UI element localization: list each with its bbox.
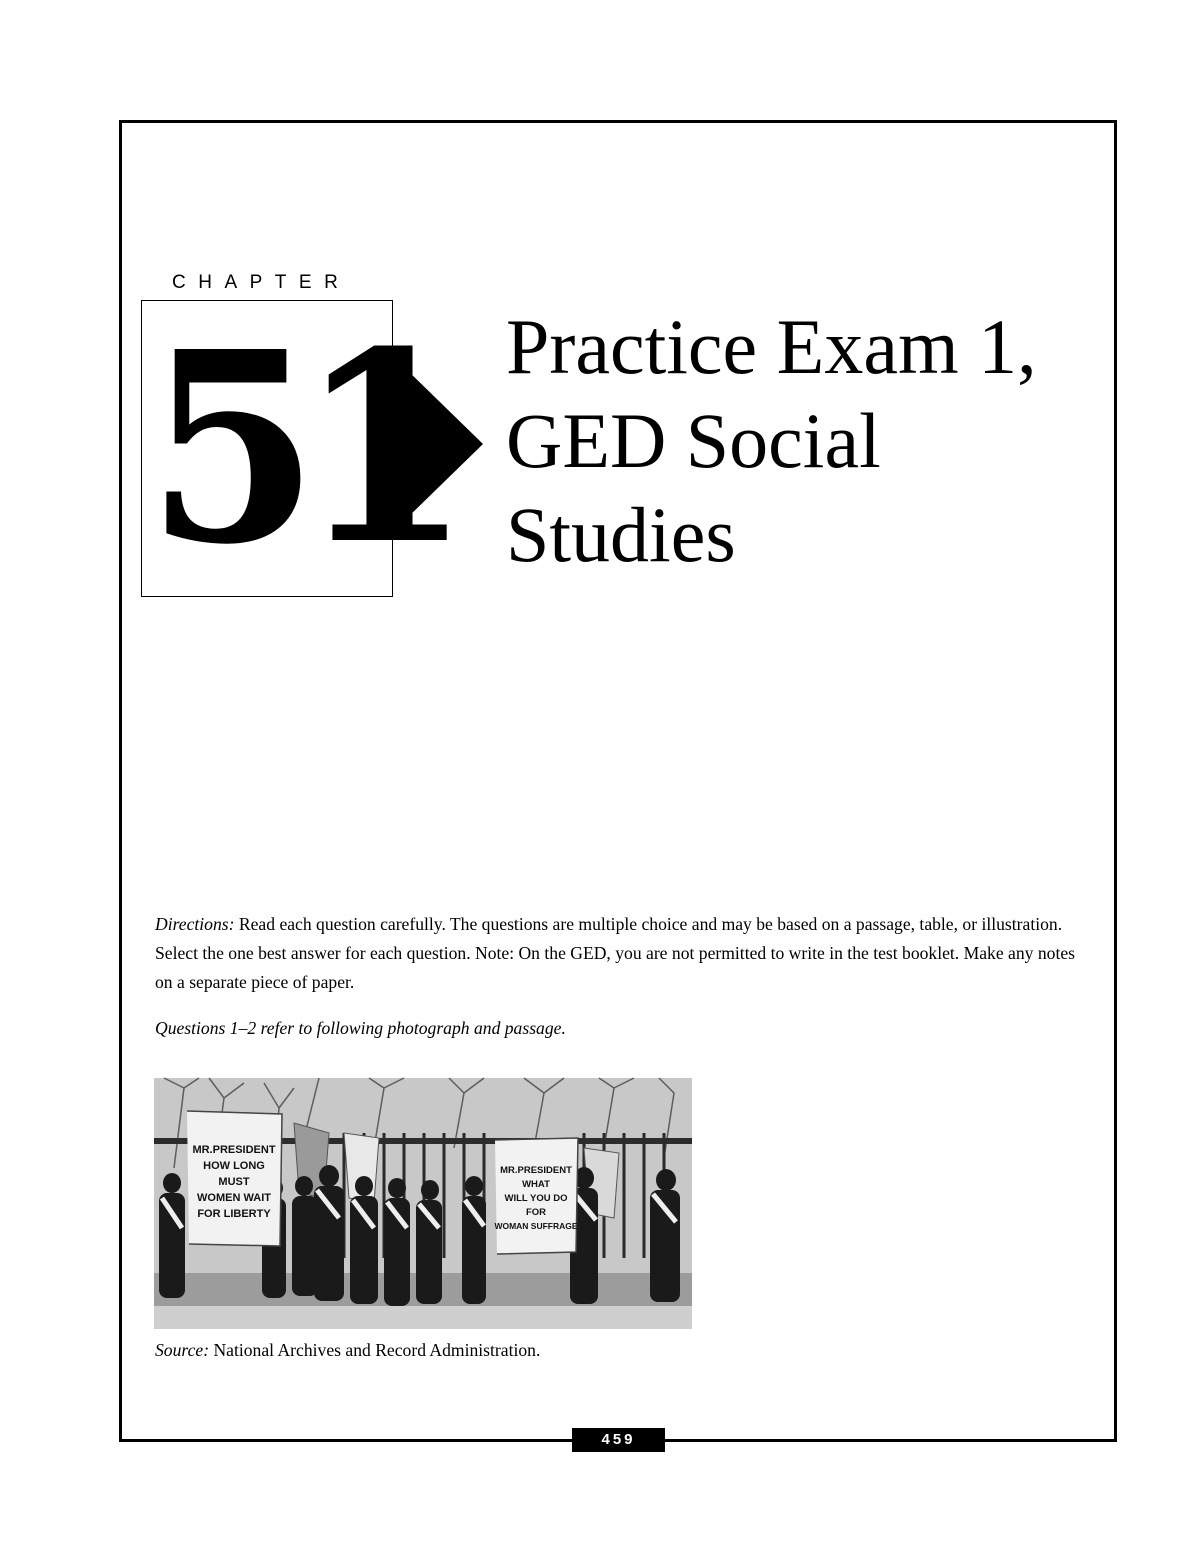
sign-right-line-1: MR.PRESIDENT <box>500 1165 572 1176</box>
page-number: 459 <box>572 1428 665 1452</box>
sign-left-line-2: HOW LONG <box>203 1160 265 1172</box>
sign-left <box>187 1111 282 1246</box>
chapter-title-line-3: Studies <box>506 491 736 578</box>
directions-text: Read each question carefully. The questions are multiple choice and may be based on a passage, table, or illustration. Select the one best answer for each question. Note: On the GED, you are not permitted to write in the test booklet. Make any notes on a separate piece of paper. <box>155 914 1075 992</box>
photograph-drawing <box>154 1078 692 1329</box>
chapter-number-box <box>141 294 451 602</box>
sign-left-line-5: FOR LIBERTY <box>197 1208 271 1220</box>
sign-right-line-5: WOMAN SUFFRAGE <box>494 1221 578 1231</box>
sign-right-line-3: WILL YOU DO <box>504 1193 568 1204</box>
chapter-arrow-icon <box>405 368 483 520</box>
sign-right <box>494 1138 578 1254</box>
source-label: Source: <box>155 1340 210 1360</box>
chapter-title <box>506 300 1037 582</box>
sign-right-line-4: FOR <box>525 1207 547 1218</box>
sign-left-line-1: MR.PRESIDENT <box>192 1144 276 1156</box>
suffrage-photograph <box>154 1078 692 1329</box>
source-text: National Archives and Record Administration. <box>213 1340 541 1360</box>
questions-reference: Questions 1–2 refer to following photograph and passage. <box>155 1018 566 1038</box>
chapter-title-line-1: Practice Exam 1, <box>506 303 1037 390</box>
photo-source <box>155 1340 540 1361</box>
sign-left-line-3: MUST <box>218 1176 250 1188</box>
chapter-number: 51 <box>146 294 451 602</box>
directions <box>155 910 1090 997</box>
chapter-title-line-2: GED Social <box>506 397 881 484</box>
sign-right-line-2: WHAT <box>522 1179 550 1190</box>
sign-left-line-4: WOMEN WAIT <box>197 1192 271 1204</box>
chapter-label: CHAPTER <box>172 272 351 293</box>
directions-label: Directions: <box>155 914 235 934</box>
